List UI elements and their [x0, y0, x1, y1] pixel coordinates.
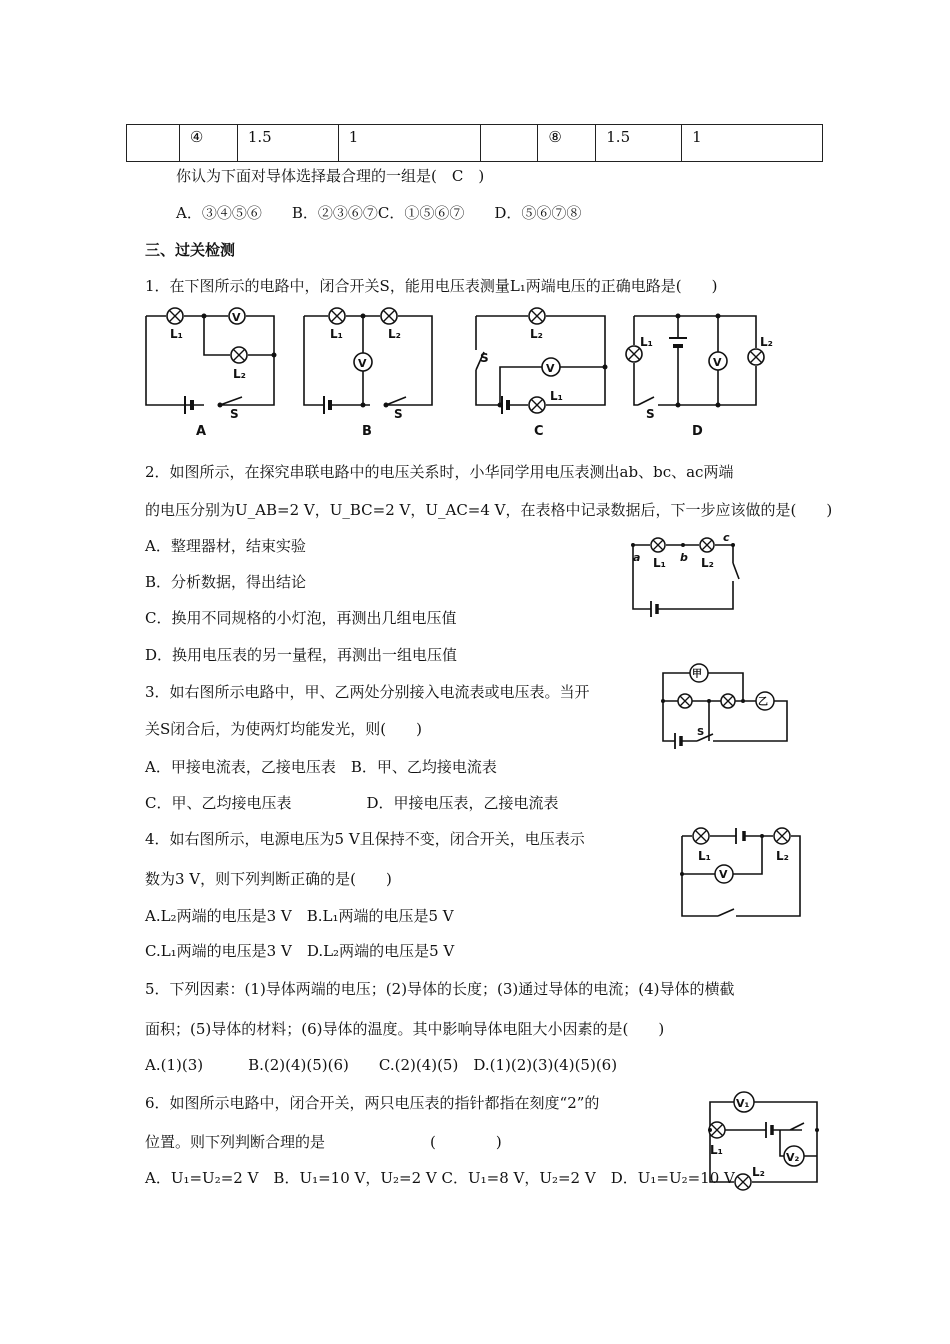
table-cell: 1 [338, 125, 481, 162]
diagram-label-b: B [362, 424, 372, 439]
q5-stem-line1: 5．下列因素：(1)导体两端的电压；(2)导体的长度；(3)通过导体的电流；(4)导体的横截 [145, 980, 735, 998]
l2-label: L₂ [752, 1165, 765, 1179]
table-row [127, 125, 823, 162]
table-cell [481, 125, 538, 162]
l1-label: L₁ [710, 1143, 723, 1157]
switch-label: S [230, 407, 239, 421]
voltmeter-label: V [232, 311, 241, 324]
q6-circuit-diagram [690, 1090, 825, 1195]
q2-stem-line1: 2．如图所示，在探究串联电路中的电压关系时，小华同学用电压表测出ab、bc、ac两端 [145, 463, 734, 481]
point-c-label: c [723, 531, 730, 544]
table-cell [127, 125, 180, 162]
q4-stem-line1: 4．如右图所示，电源电压为5 V且保持不变，闭合开关，电压表示 [145, 830, 585, 848]
switch-label: S [394, 407, 403, 421]
q2-option-b: B．分析数据，得出结论 [145, 573, 307, 591]
meter-jia-label: 甲 [692, 669, 702, 680]
q2-option-d: D．换用电压表的另一量程，再测出一组电压值 [145, 646, 458, 664]
l2-label: L₂ [776, 849, 789, 863]
q6-stem-line1: 6．如图所示电路中，闭合开关，两只电压表的指针都指在刻度“2”的 [145, 1094, 600, 1112]
q1-stem: 1．在下图所示的电路中，闭合开关S，能用电压表测量L₁两端电压的正确电路是( ) [145, 277, 718, 295]
l2-label: L₂ [701, 556, 714, 570]
diagram-label-a: A [196, 424, 207, 439]
l1-label: L₁ [698, 849, 711, 863]
voltmeter-label: V [358, 357, 367, 370]
l1-label: L₁ [330, 327, 343, 341]
q4-option-line1: A.L₂两端的电压是3 V B.L₁两端的电压是5 V [145, 907, 454, 925]
section-title: 三、过关检测 [145, 241, 236, 259]
q4-option-line2: C.L₁两端的电压是3 V D.L₂两端的电压是5 V [145, 942, 455, 960]
q0-prompt: 你认为下面对导体选择最合理的一组是( C ) [176, 167, 485, 185]
table-cell: ④ [179, 125, 237, 162]
l1-label: L₁ [170, 327, 183, 341]
l1-label: L₁ [640, 335, 653, 349]
point-b-label: b [680, 551, 688, 564]
table-cell: 1 [682, 125, 823, 162]
circuit-d [626, 314, 773, 440]
voltmeter-label: V [719, 868, 728, 881]
q4-stem-line2: 数为3 V，则下列判断正确的是( ) [145, 870, 392, 888]
q5-options: A.(1)(3) B.(2)(4)(5)(6) C.(2)(4)(5) D.(1)(2)(3)(4)(5)(6) [145, 1056, 618, 1074]
voltmeter-label: V [546, 362, 555, 375]
q2-option-c: C．换用不同规格的小灯泡，再测出几组电压值 [145, 609, 457, 627]
l1-label: L₁ [550, 389, 563, 403]
q6-stem-line2: 位置。则下列判断合理的是 ( ) [145, 1133, 502, 1151]
switch-label: S [697, 727, 705, 738]
switch-label: S [646, 407, 655, 421]
q2-stem-line2: 的电压分别为U_AB=2 V，U_BC=2 V，U_AC=4 V，在表格中记录数据后，下一步应该做的是( ) [145, 501, 833, 519]
q5-stem-line2: 面积；(5)导体的材料；(6)导体的温度。其中影响导体电阻大小因素的是( ) [145, 1020, 665, 1038]
voltmeter-label: V [713, 356, 722, 369]
table-cell: 1.5 [237, 125, 338, 162]
diagram-label-c: C [534, 424, 544, 439]
circuit-a [146, 308, 277, 439]
v2-label: V₂ [786, 1151, 800, 1164]
q3-stem-line1: 3．如右图所示电路中，甲、乙两处分别接入电流表或电压表。当开 [145, 683, 590, 701]
circuit-b [304, 308, 432, 439]
l2-label: L₂ [388, 327, 401, 341]
diagram-label-d: D [692, 424, 703, 439]
q3-option-line2: C．甲、乙均接电压表 D．甲接电压表，乙接电流表 [145, 794, 559, 812]
q3-circuit-diagram [655, 655, 795, 750]
circuit-c [476, 308, 608, 439]
q3-stem-line2: 关S闭合后，为使两灯均能发光，则( ) [145, 720, 422, 738]
switch-label: S [480, 351, 489, 365]
v1-label: V₁ [736, 1097, 750, 1110]
q4-circuit-diagram [672, 824, 807, 924]
l1-label: L₁ [653, 556, 666, 570]
point-a-label: a [633, 551, 641, 564]
table-cell: ⑧ [538, 125, 596, 162]
q6-options: A．U₁=U₂=2 V B．U₁=10 V，U₂=2 V C．U₁=8 V，U₂=2 V D．U₁=U₂=10 V [145, 1169, 735, 1187]
l2-label: L₂ [530, 327, 543, 341]
meter-yi-label: 乙 [758, 697, 768, 708]
q2-circuit-diagram [625, 533, 750, 618]
l2-label: L₂ [760, 335, 773, 349]
table-cell: 1.5 [596, 125, 682, 162]
l2-label: L₂ [233, 367, 246, 381]
data-table [126, 124, 823, 162]
q3-option-line1: A．甲接电流表，乙接电压表 B．甲、乙均接电流表 [145, 758, 497, 776]
q2-option-a: A．整理器材，结束实验 [145, 537, 306, 555]
q1-circuit-diagrams [130, 300, 790, 440]
q0-options: A．③④⑤⑥ B．②③⑥⑦C．①⑤⑥⑦ D．⑤⑥⑦⑧ [176, 204, 582, 222]
